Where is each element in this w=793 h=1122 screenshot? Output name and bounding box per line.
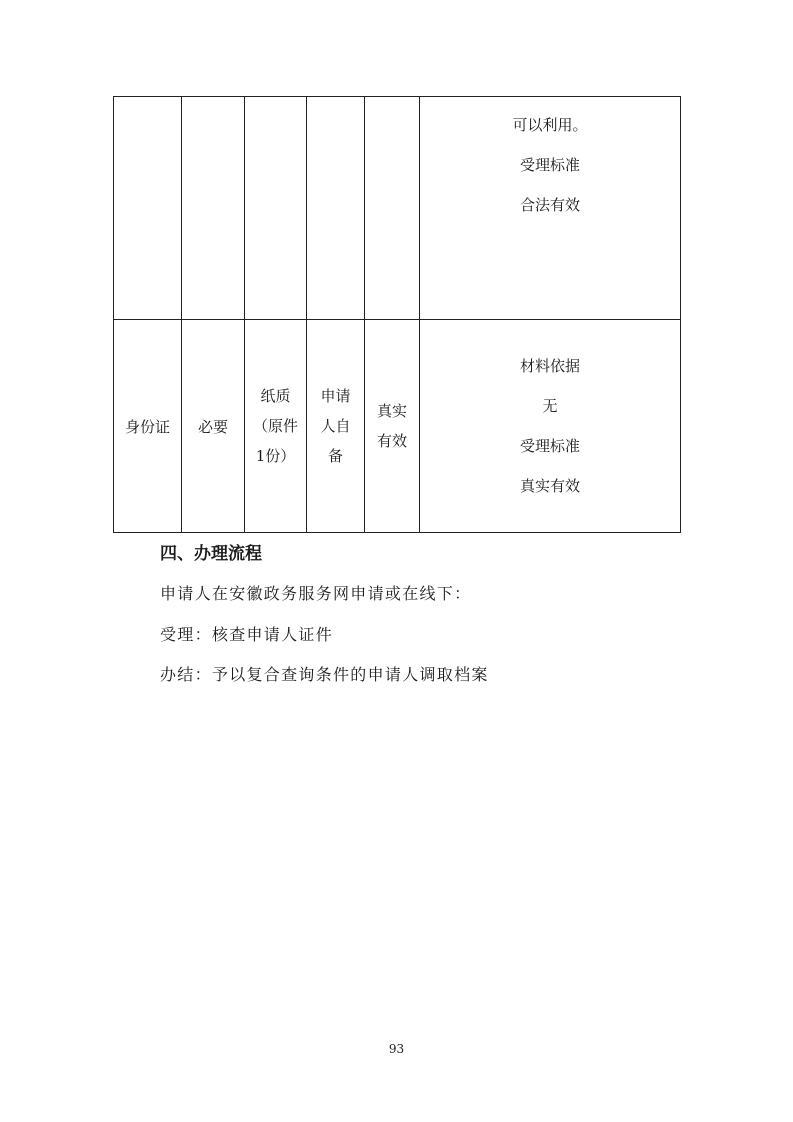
basis-cell (420, 320, 681, 533)
format-line: （原件 (252, 417, 298, 435)
source-line: 申请 (320, 387, 351, 405)
basis-line: 真实有效 (519, 477, 580, 495)
paragraph: 受理：核查申请人证件 (160, 625, 334, 644)
format-line: 1份） (255, 447, 296, 465)
basis-line: 材料依据 (519, 357, 580, 375)
source-line: 人自 (320, 417, 351, 435)
requirement-line: 有效 (376, 432, 407, 450)
requirement-line: 真实 (376, 402, 407, 420)
paragraph: 申请人在安徽政务服务网申请或在线下： (160, 584, 472, 603)
page-number: 93 (388, 1042, 405, 1056)
table-row (114, 320, 681, 533)
required-cell: 必要 (182, 320, 245, 533)
empty-cell (307, 97, 365, 320)
materials-table (113, 96, 681, 533)
paragraph: 办结：予以复合查询条件的申请人调取档案 (160, 665, 489, 684)
basis-line: 可以利用。 (512, 116, 588, 134)
empty-cell (245, 97, 307, 320)
empty-cell (114, 97, 182, 320)
source-line: 备 (327, 447, 343, 465)
basis-line: 无 (542, 397, 558, 415)
source-cell (307, 320, 365, 533)
empty-cell (365, 97, 420, 320)
material-name-cell: 身份证 (114, 320, 182, 533)
section-heading: 四、办理流程 (160, 544, 262, 564)
format-cell (245, 320, 307, 533)
table-row (114, 97, 681, 320)
basis-line: 合法有效 (519, 196, 580, 214)
basis-line: 受理标准 (519, 156, 580, 174)
empty-cell (182, 97, 245, 320)
basis-cell (420, 97, 681, 320)
requirement-cell (365, 320, 420, 533)
basis-line: 受理标准 (519, 437, 580, 455)
format-line: 纸质 (260, 387, 291, 405)
